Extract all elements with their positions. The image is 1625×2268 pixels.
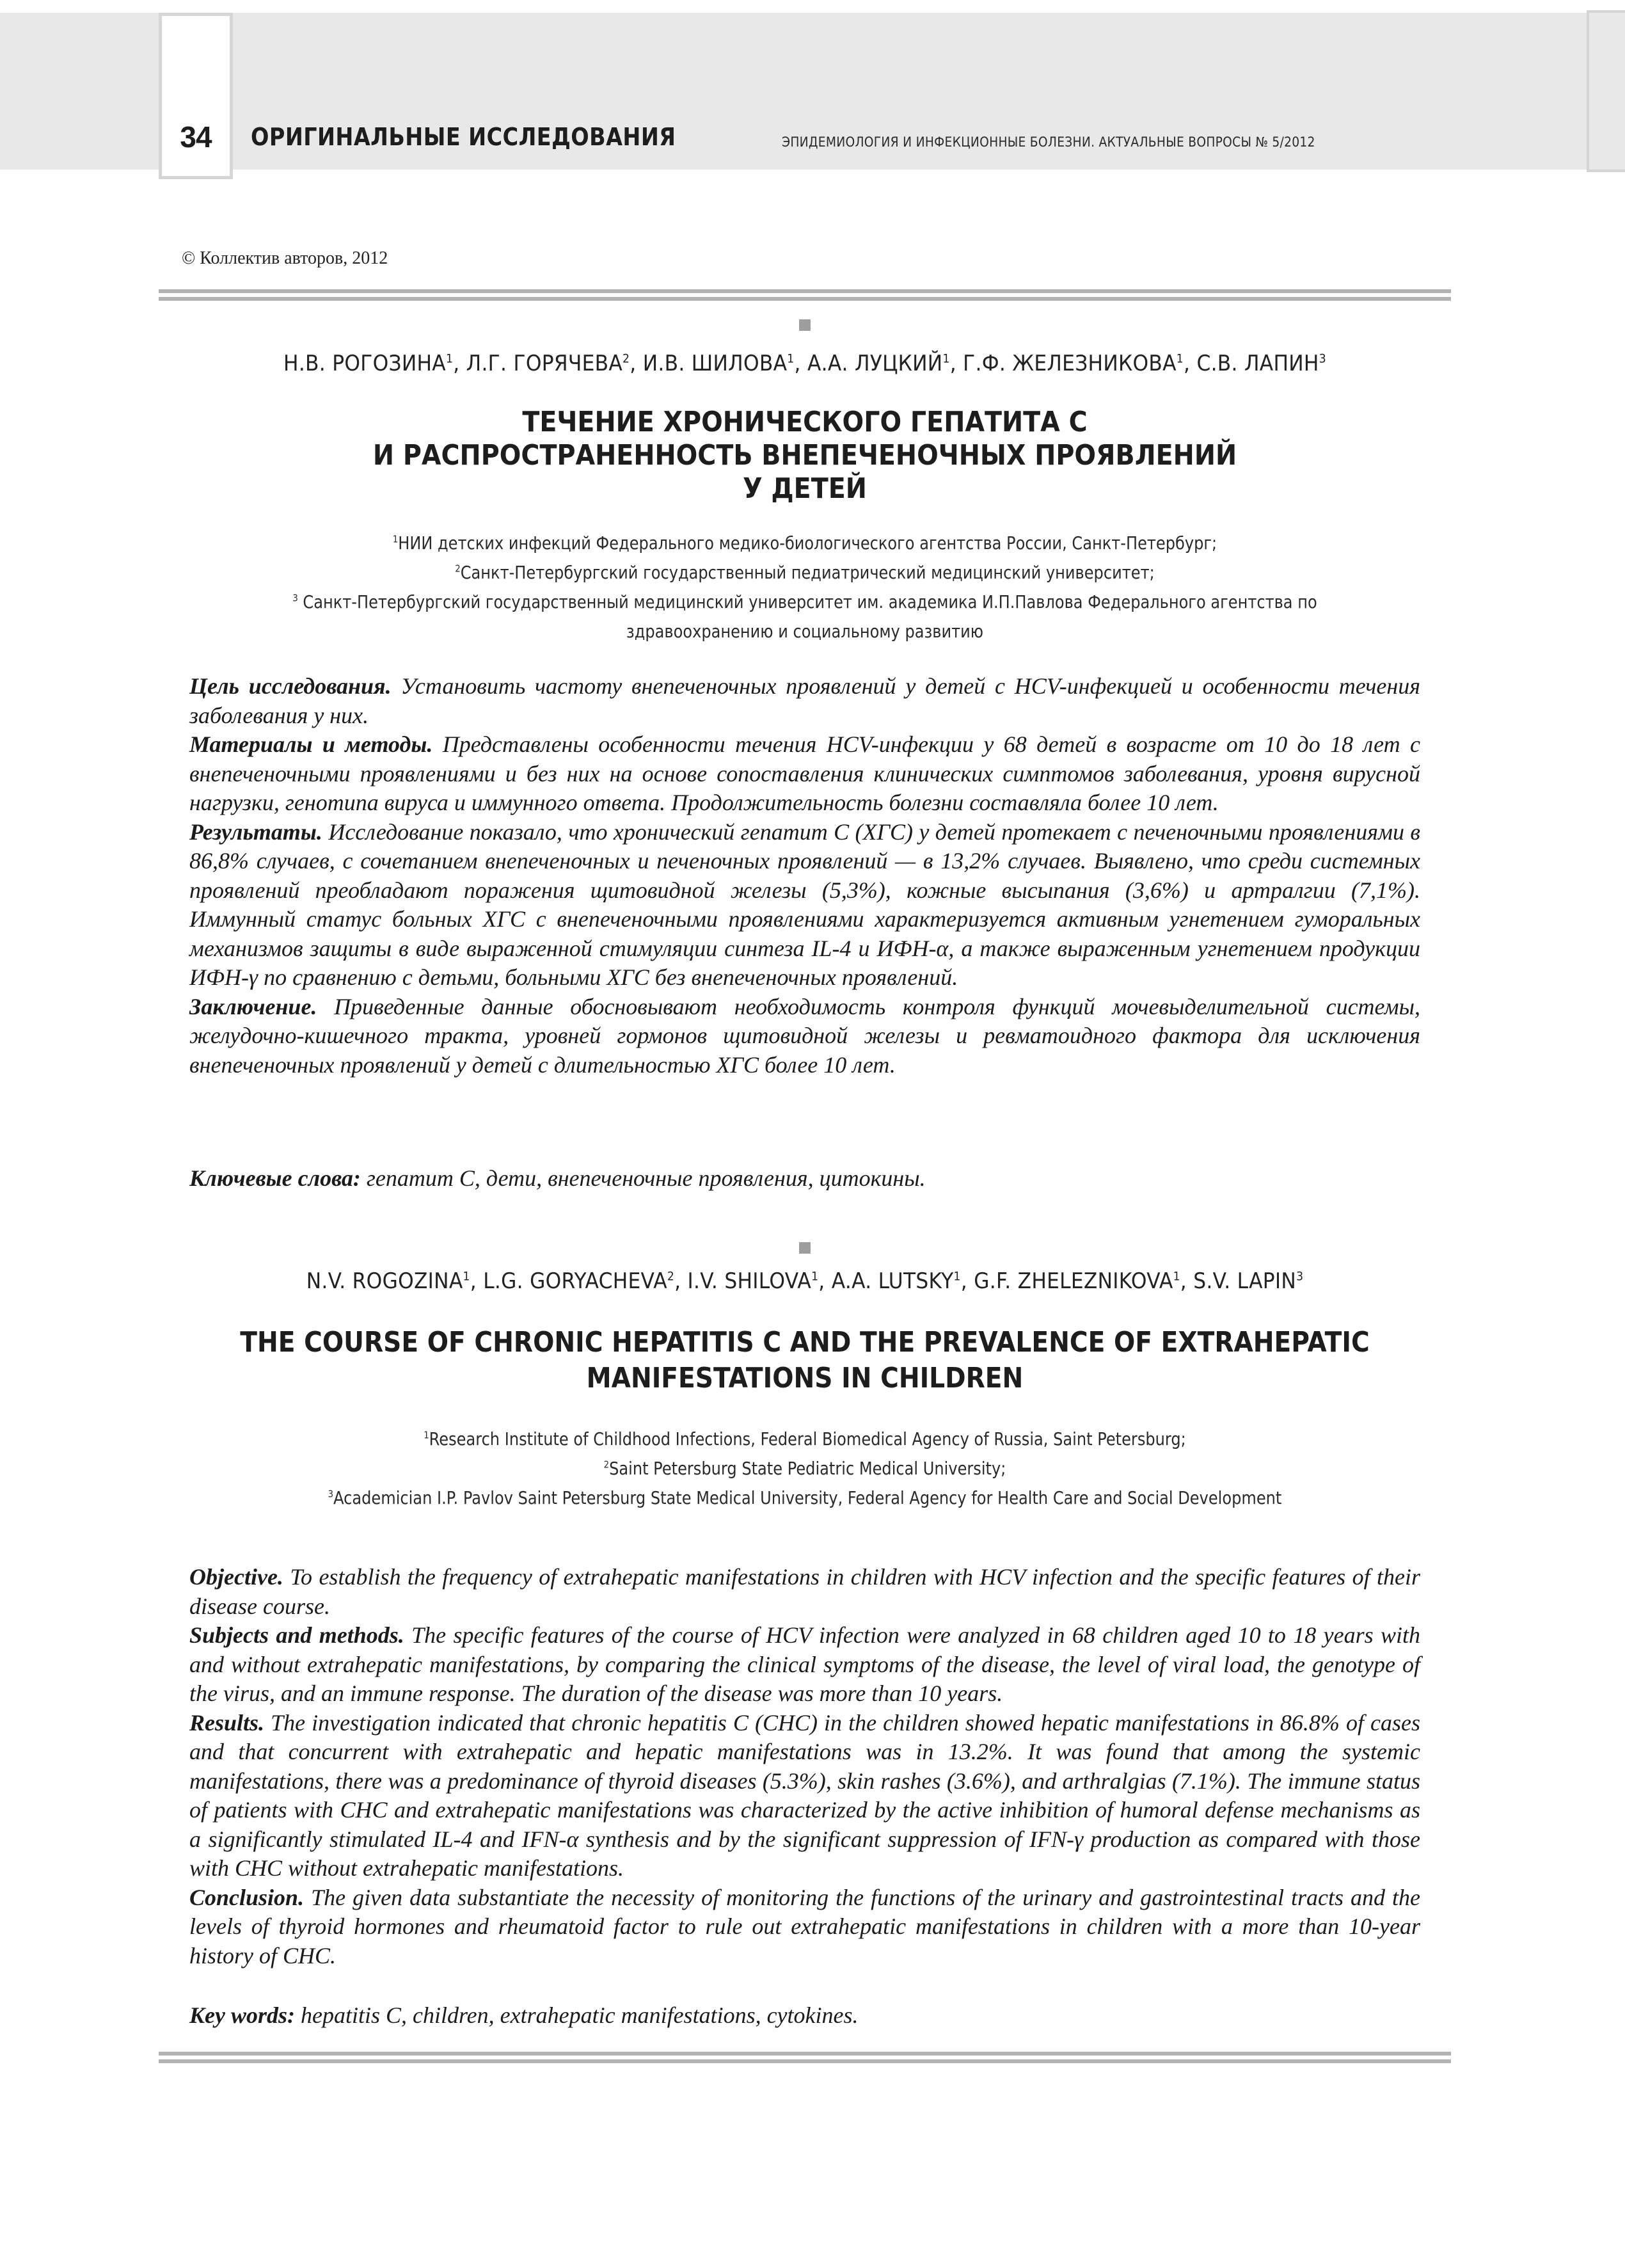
abstract-section-text: The given data substantiate the necessity of monitoring the functions of the urinary and gastrointestinal tracts and the levels of thyroid hormones and rheumatoid factor to rule out extrahepatic manifestations in children with a more than 10-year history of CHC. (189, 1884, 1420, 1969)
abstract-section-text: Исследование показало, что хронический гепатит С (ХГС) у детей протекает с печеночными проявлениями в 86,8% случаев, с сочетанием внепеченочных и печеночных проявлений — в 13,2% случаев. Выявлено, что среди системных проявлений преобладают поражения щитовидной железы (5,3%), кожные высыпания (3,6%) и артралгии (7,1%). Иммунный статус больных ХГС с внепеченочными проявлениями характеризуется активным угнетением гуморальных механизмов защиты в виде выраженной стимуляции синтеза IL-4 и ИФН-α, а также выраженным угнетением продукции ИФН-γ по сравнению с детьми, больными ХГС без внепеченочных проявлений. (189, 819, 1420, 990)
authors-en: N.V. ROGOZINA$^1$, L.G. GORYACHEVA$^2$, I.V. SHILOVA$^1$, A.A. LUTSKY$^1$, G.F. ZHELEZNIKOVA$^1$, S.V. LAPIN$^3$ (306, 1268, 1304, 1294)
abstract-section-label: Conclusion. (189, 1884, 305, 1910)
affiliation-number: 1 (392, 533, 399, 545)
title-en-line: MANIFESTATIONS IN CHILDREN (586, 1362, 1024, 1394)
affiliation-marker: 1 (787, 352, 795, 366)
abstract-paragraph (189, 1563, 1420, 1621)
section-title: ОРИГИНАЛЬНЫЕ ИССЛЕДОВАНИЯ (251, 123, 676, 151)
authors-ru: Н.В. РОГОЗИНА$^1$, Л.Г. ГОРЯЧЕВА$^2$, И.В. ШИЛОВА$^1$, А.А. ЛУЦКИЙ$^1$, Г.Ф. ЖЕЛЕЗНИКОВА$^1$, С.В. ЛАПИН$^3$ (283, 351, 1326, 376)
affiliations-ru-block (159, 529, 1451, 646)
keywords-ru (189, 1165, 1420, 1192)
author-name: N.V. ROGOZINA (306, 1268, 463, 1294)
affiliation-number: 3 (292, 592, 298, 604)
author-name: Н.В. РОГОЗИНА (283, 351, 446, 376)
keywords-en (189, 2002, 1420, 2029)
author-name: Л.Г. ГОРЯЧЕВА (466, 351, 623, 376)
abstract-section-label: Results. (189, 1709, 265, 1736)
affiliation-marker: 1 (445, 352, 454, 366)
affiliation-number: 2 (603, 1458, 610, 1471)
affiliation-marker: 1 (942, 352, 950, 366)
abstract-section-text: Приведенные данные обосновывают необходимость контроля функций мочевыделительной системы, желудочно-кишечного тракта, уровней гормонов щитовидной железы и ревматоидного фактора для исключения внепеченочных проявлений у детей с длительностью ХГС более 10 лет. (189, 993, 1420, 1078)
abstract-section-label: Материалы и методы. (189, 731, 433, 757)
affiliation-line: $^3$ Санкт-Петербургский государственный медицинский университет им. академика И.П.Павлова Федерального агентства по (292, 591, 1317, 612)
abstract-ru (189, 672, 1420, 1080)
affiliation-marker: 1 (463, 1270, 470, 1284)
abstract-paragraph (189, 730, 1420, 818)
abstract-paragraph (189, 818, 1420, 993)
rule-line (159, 2059, 1451, 2063)
affiliations-ru (159, 529, 1451, 646)
title-ru-line: ТЕЧЕНИЕ ХРОНИЧЕСКОГО ГЕПАТИТА С (522, 406, 1088, 438)
affiliation-line: $^1$Research Institute of Childhood Infections, Federal Biomedical Agency of Russia, Saint Petersburg; (424, 1428, 1186, 1449)
abstract-section-label: Результаты. (189, 819, 322, 845)
affiliations-en-block (159, 1425, 1451, 1513)
title-en-block (159, 1325, 1451, 1396)
affiliation-marker: 1 (811, 1270, 819, 1284)
abstract-paragraph (189, 1621, 1420, 1709)
abstract-section-label: Заключение. (189, 993, 317, 1019)
affiliations-en (159, 1425, 1451, 1513)
affiliation-line: $^2$Saint Petersburg State Pediatric Medical University; (603, 1458, 1006, 1479)
rule-line (159, 2052, 1451, 2056)
author-name: I.V. SHILOVA (687, 1268, 812, 1294)
article-title-ru (159, 406, 1451, 506)
header-right-edge-tab (1587, 10, 1625, 172)
affiliation-marker: 1 (1176, 352, 1184, 366)
abstract-section-text: Представлены особенности течения HCV-инфекции у 68 детей в возрасте от 10 до 18 лет с внепеченочными проявлениями и без них на основе сопоставления клинических симптомов заболевания, уровня вирусной нагрузки, генотипа вируса и иммунного ответа. Продолжительность болезни составляла более 10 лет. (189, 731, 1421, 815)
affiliation-marker: 1 (1173, 1270, 1180, 1284)
abstract-paragraph (189, 993, 1420, 1080)
abstract-section-text: To establish the frequency of extrahepatic manifestations in children with HCV infection and the specific features of their disease course. (189, 1564, 1420, 1619)
author-name: L.G. GORYACHEVA (483, 1268, 667, 1294)
affiliation-marker: 1 (953, 1270, 961, 1284)
separator-square-icon (799, 319, 811, 331)
page-number: 34 (180, 120, 212, 154)
affiliation-line: $^3$Academician I.P. Pavlov Saint Petersburg State Medical University, Federal Agency for Health Care and Social Development (328, 1487, 1282, 1508)
author-name: A.A. LUTSKY (831, 1268, 954, 1294)
affiliation-marker: 3 (1319, 352, 1326, 366)
author-name: S.V. LAPIN (1193, 1268, 1297, 1294)
abstract-section-label: Subjects and methods. (189, 1622, 404, 1648)
author-name: G.F. ZHELEZNIKOVA (974, 1268, 1173, 1294)
abstract-section-label: Objective. (189, 1564, 283, 1590)
keywords-en-text: hepatitis C, children, extrahepatic manifestations, cytokines. (295, 2002, 859, 2028)
affiliation-marker: 2 (622, 352, 630, 366)
rule-line (159, 289, 1451, 293)
title-ru-block (159, 406, 1451, 506)
abstract-section-text: The investigation indicated that chronic hepatitis C (CHC) in the children showed hepatic manifestations in 86.8% of cases and that concurrent with extrahepatic and hepatic manifestations was in 13.2%. It was found that among the systemic manifestations, there was a predominance of thyroid diseases (5.3%), skin rashes (3.6%), and arthralgias (7.1%). The immune status of patients with CHC and extrahepatic manifestations was characterized by the active inhibition of humoral defense mechanisms as a significantly stimulated IL-4 and IFN-α synthesis and by the significant suppression of IFN-γ production as compared with those with CHC without extrahepatic manifestations. (189, 1709, 1420, 1881)
title-ru-line: У ДЕТЕЙ (743, 472, 867, 505)
copyright-notice: © Коллектив авторов, 2012 (182, 248, 388, 268)
abstract-paragraph (189, 1709, 1420, 1883)
affiliation-line: $^1$НИИ детских инфекций Федерального медико-биологического агентства России, Санкт-Петербург; (392, 532, 1217, 554)
rule-line (159, 297, 1451, 301)
keywords-en-label: Key words: (189, 2002, 295, 2028)
abstract-paragraph (189, 672, 1420, 730)
authors-ru-block (159, 351, 1451, 376)
separator-square-icon (799, 1242, 811, 1254)
title-ru-line: И РАСПРОСТРАНЕННОСТЬ ВНЕПЕЧЕНОЧНЫХ ПРОЯВЛЕНИЙ (372, 439, 1237, 472)
affiliation-number: 3 (328, 1488, 334, 1500)
abstract-paragraph (189, 1883, 1420, 1971)
keywords-ru-label: Ключевые слова: (189, 1165, 361, 1191)
title-en-line: THE COURSE OF CHRONIC HEPATITIS C AND THE PREVALENCE OF EXTRAHEPATIC (240, 1326, 1370, 1359)
author-name: И.В. ШИЛОВА (642, 351, 788, 376)
abstract-section-text: The specific features of the course of HCV infection were analyzed in 68 children aged 10 to 18 years with and without extrahepatic manifestations, by comparing the clinical symptoms of the disease, the level of viral load, the genotype of the virus, and an immune response. The duration of the disease was more than 10 years. (189, 1622, 1420, 1706)
affiliation-marker: 3 (1296, 1270, 1304, 1284)
abstract-section-text: Установить частоту внепеченочных проявлений у детей с HCV-инфекцией и особенности течения заболевания у них. (189, 673, 1421, 728)
keywords-ru-text: гепатит С, дети, внепеченочные проявления, цитокины. (360, 1165, 926, 1191)
abstract-en (189, 1563, 1420, 1970)
affiliation-marker: 2 (667, 1270, 675, 1284)
double-rule-top (159, 289, 1451, 301)
affiliation-line: здравоохранению и социальному развитию (626, 621, 984, 642)
double-rule-bottom (159, 2052, 1451, 2063)
author-name: С.В. ЛАПИН (1196, 351, 1319, 376)
affiliation-number: 1 (424, 1429, 429, 1441)
authors-en-block (159, 1268, 1451, 1294)
article-title-en (159, 1325, 1451, 1396)
affiliation-line: $^2$Санкт-Петербургский государственный педиатрический медицинский университет; (455, 562, 1155, 583)
author-name: Г.Ф. ЖЕЛЕЗНИКОВА (963, 351, 1177, 376)
abstract-section-label: Цель исследования. (189, 673, 392, 699)
page-number-tab (159, 13, 233, 179)
author-name: А.А. ЛУЦКИЙ (807, 351, 943, 376)
journal-title: ЭПИДЕМИОЛОГИЯ И ИНФЕКЦИОННЫЕ БОЛЕЗНИ. АКТУАЛЬНЫЕ ВОПРОСЫ № 5/2012 (782, 134, 1315, 150)
affiliation-number: 2 (455, 563, 461, 575)
